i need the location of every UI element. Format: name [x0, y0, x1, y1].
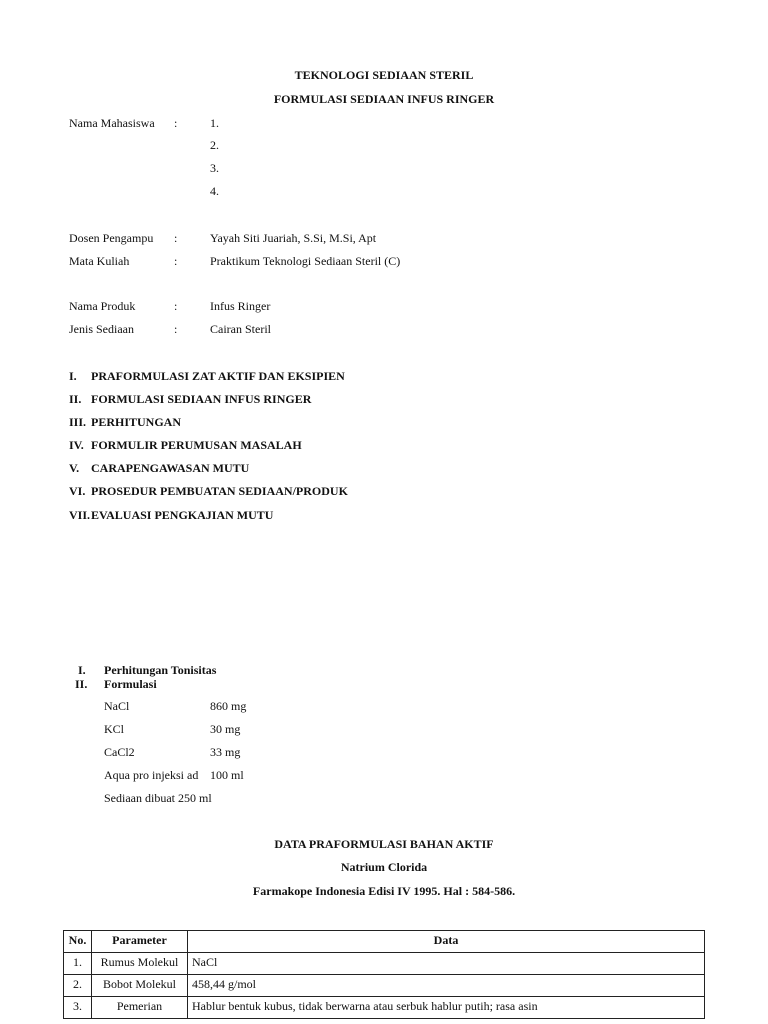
section-number: VII.: [69, 508, 91, 522]
praformulasi-reference: Farmakope Indonesia Edisi IV 1995. Hal : 584-586.: [252, 884, 516, 898]
produk-label: Nama Produk: [69, 299, 136, 313]
section-title: FORMULASI SEDIAAN INFUS RINGER: [91, 392, 312, 406]
dosen-value: Yayah Siti Juariah, S.Si, M.Si, Apt: [210, 231, 377, 245]
mahasiswa-item: 4.: [210, 184, 219, 198]
formula-name: KCl: [104, 722, 125, 736]
table-row: [64, 953, 705, 975]
table-cell-no: 1.: [64, 953, 92, 975]
colon: :: [174, 299, 178, 313]
praformulasi-title: DATA PRAFORMULASI BAHAN AKTIF: [274, 837, 494, 851]
mahasiswa-item: 3.: [210, 161, 219, 175]
part2-heading-1: Perhitungan Tonisitas: [104, 663, 217, 677]
section-number: IV.: [69, 438, 84, 452]
praformulasi-subtitle: Natrium Clorida: [340, 860, 428, 874]
mahasiswa-item: 2.: [210, 138, 219, 152]
table-header-data: Data: [188, 931, 705, 953]
matkul-label: Mata Kuliah: [69, 254, 130, 268]
formula-qty: 860 mg: [210, 699, 247, 713]
section-title: CARAPENGAWASAN MUTU: [91, 461, 250, 475]
section-heading: [69, 460, 249, 476]
formula-qty: 30 mg: [210, 722, 241, 736]
praformulasi-table: [63, 930, 705, 1019]
section-number: VI.: [69, 484, 86, 498]
section-number: I.: [69, 369, 77, 383]
section-heading: [69, 414, 181, 430]
table-cell-data: NaCl: [188, 953, 705, 975]
colon: :: [174, 231, 178, 245]
formula-name: Aqua pro injeksi ad: [104, 768, 199, 782]
document-subtitle: FORMULASI SEDIAAN INFUS RINGER: [273, 92, 495, 106]
table-cell-data: 458,44 g/mol: [188, 975, 705, 997]
section-heading: [69, 483, 348, 499]
section-heading: [69, 391, 311, 407]
section-number: II.: [69, 392, 82, 406]
section-number: V.: [69, 461, 80, 475]
jenis-label: Jenis Sediaan: [69, 322, 134, 336]
section-heading: [69, 437, 302, 453]
formula-name: NaCl: [104, 699, 130, 713]
colon: :: [174, 254, 178, 268]
table-cell-no: 2.: [64, 975, 92, 997]
table-row: [64, 975, 705, 997]
table-cell-parameter: Pemerian: [92, 997, 188, 1019]
section-title: PERHITUNGAN: [91, 415, 182, 429]
table-cell-parameter: Rumus Molekul: [92, 953, 188, 975]
section-number: III.: [69, 415, 87, 429]
formula-qty: 33 mg: [210, 745, 241, 759]
colon: :: [174, 322, 178, 336]
table-cell-parameter: Bobot Molekul: [92, 975, 188, 997]
table-cell-data: Hablur bentuk kubus, tidak berwarna atau serbuk hablur putih; rasa asin: [188, 997, 705, 1019]
section-title: FORMULIR PERUMUSAN MASALAH: [91, 438, 302, 452]
part2-heading-1-number: I.: [78, 663, 86, 677]
matkul-value: Praktikum Teknologi Sediaan Steril (C): [210, 254, 401, 268]
table-header-row: [64, 931, 705, 953]
section-title: PRAFORMULASI ZAT AKTIF DAN EKSIPIEN: [91, 369, 345, 383]
table-header-no: No.: [64, 931, 92, 953]
table-header-parameter: Parameter: [92, 931, 188, 953]
produk-value: Infus Ringer: [210, 299, 271, 313]
mahasiswa-label: Nama Mahasiswa: [69, 116, 155, 130]
part2-heading-2-number: II.: [75, 677, 88, 691]
dosen-label: Dosen Pengampu: [69, 231, 154, 245]
jenis-value: Cairan Steril: [210, 322, 271, 336]
table-row: [64, 997, 705, 1019]
formula-qty: 100 ml: [210, 768, 244, 782]
document-title: TEKNOLOGI SEDIAAN STERIL: [294, 68, 474, 82]
table-cell-no: 3.: [64, 997, 92, 1019]
formula-name: CaCl2: [104, 745, 135, 759]
colon: :: [174, 116, 178, 130]
section-heading: [69, 368, 345, 384]
part2-heading-2: Formulasi: [104, 677, 157, 691]
section-title: PROSEDUR PEMBUATAN SEDIAAN/PRODUK: [91, 484, 348, 498]
mahasiswa-item: 1.: [210, 116, 219, 130]
formula-note: Sediaan dibuat 250 ml: [104, 791, 212, 805]
section-heading: [69, 507, 273, 523]
section-title: EVALUASI PENGKAJIAN MUTU: [91, 508, 274, 522]
